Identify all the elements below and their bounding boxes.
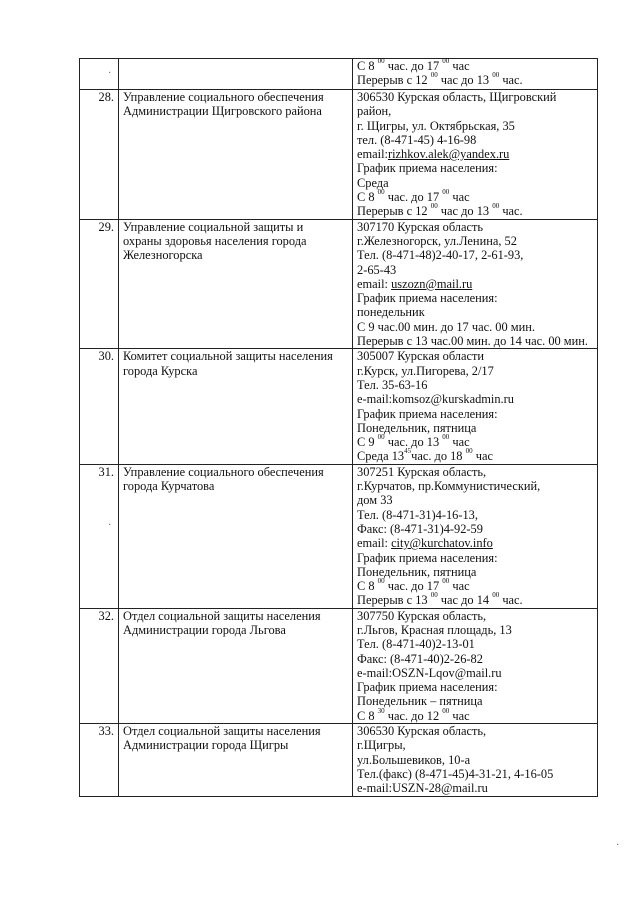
row-number-cell xyxy=(80,59,119,90)
schedule-title: График приема населения: xyxy=(357,161,498,176)
email-line: e-mail:USZN-28@mail.ru xyxy=(357,781,488,796)
organization-cell xyxy=(119,219,353,349)
scan-speck: · xyxy=(616,840,620,851)
organization-name: Администрации города Щигры xyxy=(123,738,289,753)
organization-name: охраны здоровья населения города xyxy=(123,233,307,248)
organization-name: Управление социальной защиты и xyxy=(123,219,304,234)
phone-line: тел. (8-471-45) 4-16-98 xyxy=(357,132,477,147)
table-row xyxy=(80,464,598,608)
address-line: 307170 Курская область xyxy=(357,219,484,234)
row-number: 33. xyxy=(80,724,119,796)
table-row xyxy=(80,219,598,349)
email-link[interactable]: city@kurchatov.info xyxy=(391,536,493,551)
organization-name: Управление социального обеспечения xyxy=(123,90,324,104)
organization-cell xyxy=(119,59,353,90)
organization-name: города Курчатова xyxy=(123,479,215,494)
scan-speck: · xyxy=(108,68,112,79)
organization-name: Администрации Щигровского района xyxy=(123,104,322,119)
organization-name: Отдел социальной защиты населения xyxy=(123,608,321,623)
address-cell xyxy=(353,59,598,90)
address-cell xyxy=(353,219,598,349)
address-line: 307750 Курская область, xyxy=(357,608,487,623)
address-line: район, xyxy=(357,104,392,119)
phone-line: Тел. 35-63-16 xyxy=(357,377,428,392)
hours-line: С 8 $^{30}$ час. до 12 $^{00}$ час xyxy=(357,706,470,723)
table-row xyxy=(80,59,598,90)
email-line: e-mail:komsoz@kurskadmin.ru xyxy=(357,392,514,407)
row-number: 32. xyxy=(80,608,119,723)
address-cell xyxy=(353,90,598,220)
table-row xyxy=(80,349,598,464)
scan-speck: · xyxy=(108,520,112,531)
row-number: 28. xyxy=(80,90,119,220)
schedule-days: понедельник xyxy=(357,305,425,320)
organization-name: Железногорска xyxy=(123,248,203,263)
address-line: г.Курск, ул.Пигорева, 2/17 xyxy=(357,363,494,378)
phone-line: Тел. (8-471-31)4-16-13, xyxy=(357,507,478,522)
address-cell xyxy=(353,349,598,464)
hours-line: С 8 $^{00}$ час. до 17 $^{00}$ час xyxy=(357,577,470,594)
agencies-table xyxy=(79,58,598,797)
address-cell xyxy=(353,464,598,608)
address-line: 306530 Курская область, Щигровский xyxy=(357,90,557,104)
organization-cell xyxy=(119,349,353,464)
phone-line: Тел. (8-471-48)2-40-17, 2-61-93, xyxy=(357,248,524,263)
fax-line: Факс: (8-471-31)4-92-59 xyxy=(357,521,483,536)
schedule-title: График приема населения: xyxy=(357,550,498,565)
break-line: Перерыв с 13 час.00 мин. до 14 час. 00 мин. xyxy=(357,334,589,349)
address-line: г. Щигры, ул. Октябрьская, 35 xyxy=(357,118,515,133)
phone-line: 2-65-43 xyxy=(357,262,397,277)
row-number: 29. xyxy=(80,219,119,349)
hours-line: С 8 $^{00}$ час. до 17 $^{00}$ час xyxy=(357,57,470,73)
row-number: 30. xyxy=(80,349,119,464)
break-line: Перерыв с 12 $^{00}$ час до 13 $^{00}$ час. xyxy=(357,202,523,219)
email-line: email:rizhkov.alek@yandex.ru xyxy=(357,147,510,162)
organization-cell xyxy=(119,608,353,723)
address-line: 306530 Курская область, xyxy=(357,724,487,739)
row-number: 31. xyxy=(80,464,119,608)
address-line: 305007 Курская области xyxy=(357,349,485,364)
fax-line: Факс: (8-471-40)2-26-82 xyxy=(357,651,483,666)
email-link[interactable]: uszozn@mail.ru xyxy=(391,276,473,291)
address-cell xyxy=(353,724,598,796)
phone-line: Тел. (8-471-40)2-13-01 xyxy=(357,637,475,652)
schedule-days: Понедельник, пятница xyxy=(357,420,477,435)
email-line: email: city@kurchatov.info xyxy=(357,536,493,551)
schedule-title: График приема населения: xyxy=(357,680,498,695)
email-line: email: uszozn@mail.ru xyxy=(357,276,473,291)
organization-name: Администрации города Льгова xyxy=(123,622,286,637)
organization-name: Управление социального обеспечения xyxy=(123,464,324,479)
schedule-days: Среда xyxy=(357,175,389,190)
address-line: 307251 Курская область, xyxy=(357,464,487,479)
address-line: г.Льгов, Красная площадь, 13 xyxy=(357,622,512,637)
table-row xyxy=(80,724,598,796)
schedule-title: График приема населения: xyxy=(357,291,498,306)
schedule-days: Понедельник, пятница xyxy=(357,564,477,579)
break-line: Перерыв с 13 $^{00}$ час до 14 $^{00}$ час. xyxy=(357,591,523,608)
address-line: г.Курчатов, пр.Коммунистический, xyxy=(357,479,541,494)
organization-cell xyxy=(119,90,353,220)
extra-hours-line: Среда $13^{45}час$. до 18 $^{00}$ час xyxy=(357,447,493,464)
table-row xyxy=(80,608,598,723)
organization-cell xyxy=(119,464,353,608)
organization-cell xyxy=(119,724,353,796)
hours-line: С 8 $^{00}$ час. до 17 $^{00}$ час xyxy=(357,188,470,205)
break-line: Перерыв с 12 $^{00}$ час до 13 $^{00}$ час. xyxy=(357,71,523,88)
address-line: ул.Большевиков, 10-а xyxy=(357,752,471,767)
phone-line: Тел.(факс) (8-471-45)4-31-21, 4-16-05 xyxy=(357,766,554,781)
schedule-title: График приема населения: xyxy=(357,406,498,421)
hours-line: С 9 час.00 мин. до 17 час. 00 мин. xyxy=(357,319,535,334)
email-line: e-mail:OSZN-Lqov@mail.ru xyxy=(357,665,502,680)
organization-name: Комитет социальной защиты населения xyxy=(123,349,333,364)
table-row xyxy=(80,90,598,220)
address-cell xyxy=(353,608,598,723)
organization-name: города Курска xyxy=(123,363,198,378)
address-line: дом 33 xyxy=(357,493,393,508)
schedule-days: Понедельник – пятница xyxy=(357,694,483,709)
address-line: г.Железногорск, ул.Ленина, 52 xyxy=(357,233,517,248)
organization-name: Отдел социальной защиты населения xyxy=(123,724,321,739)
address-line: г.Щигры, xyxy=(357,738,406,753)
email-link[interactable]: rizhkov.alek@yandex.ru xyxy=(387,147,510,162)
hours-line: С 9 $^{00}$ час. до 13 $^{00}$ час xyxy=(357,433,470,450)
